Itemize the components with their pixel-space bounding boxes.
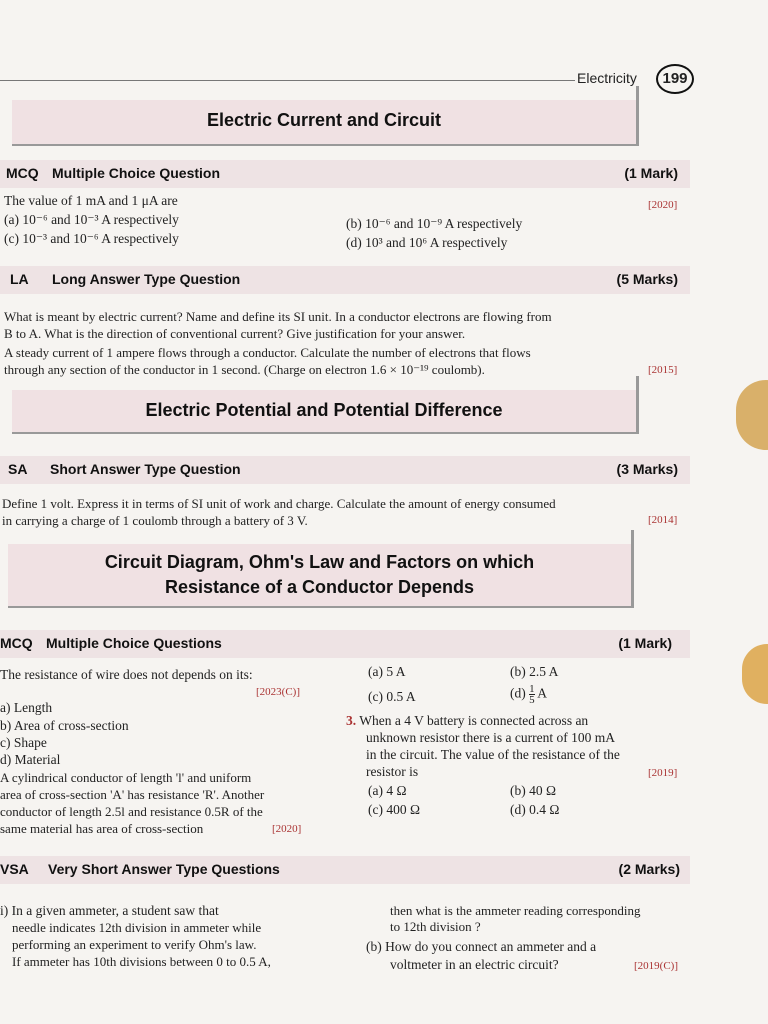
finger xyxy=(742,644,768,704)
question-line: to 12th division ? xyxy=(390,919,481,934)
section-title-line2: Resistance of a Conductor Depends xyxy=(164,577,475,597)
option-b: (b) 40 Ω xyxy=(510,783,557,798)
question-line: voltmeter in an electric circuit? xyxy=(390,957,559,972)
option-d: d) Material xyxy=(0,752,61,767)
section-banner-current xyxy=(12,100,639,146)
section-title: Electric Current and Circuit xyxy=(206,110,442,130)
fraction-denominator: 5 xyxy=(529,694,535,706)
question-line: in the circuit. The value of the resistance of the xyxy=(366,747,620,762)
option-d-label: (d) xyxy=(510,685,526,701)
fraction-numerator: 1 xyxy=(529,683,535,695)
year-tag: [2020] xyxy=(648,199,678,211)
option-d: (d) 10³ and 10⁶ A respectively xyxy=(346,235,508,250)
section-banner-ohms-law xyxy=(8,544,634,608)
section-bar-mcq xyxy=(0,160,690,188)
tag-sa: SA xyxy=(8,461,28,477)
option-b: (b) 10⁻⁶ and 10⁻⁹ A respectively xyxy=(346,216,523,231)
question-line: needle indicates 12th division in ammeter while xyxy=(12,920,262,935)
section-bar-mcq xyxy=(0,630,690,658)
question-line: B to A. What is the direction of conventional current? Give justification for your answer. xyxy=(4,326,466,341)
year-tag: [2014] xyxy=(648,514,678,526)
section-bar-sa xyxy=(0,456,690,484)
question-text: The resistance of wire does not depends on its: xyxy=(0,667,253,682)
option-a: (a) 10⁻⁶ and 10⁻³ A respectively xyxy=(4,212,179,227)
question-line: i) In a given ammeter, a student saw that xyxy=(0,903,219,918)
question-line: What is meant by electric current? Name and define its SI unit. In a conductor electrons are flowing from xyxy=(4,309,552,324)
bar-title: Very Short Answer Type Questions xyxy=(48,861,280,877)
section-bar-la xyxy=(0,266,690,294)
bar-title: Long Answer Type Question xyxy=(52,271,241,287)
question-line: unknown resistor there is a current of 100 mA xyxy=(366,730,615,745)
bar-marks: (1 Mark) xyxy=(618,635,672,651)
question-line: resistor is xyxy=(366,764,419,779)
question-line: through any section of the conductor in 1 second. (Charge on electron 1.6 × 10⁻¹⁹ coulomb). xyxy=(4,362,485,377)
question-line: Define 1 volt. Express it in terms of SI unit of work and charge. Calculate the amount of energy consumed xyxy=(2,496,556,511)
bar-title: Multiple Choice Question xyxy=(52,165,221,181)
fraction xyxy=(529,684,535,705)
year-tag: [2023(C)] xyxy=(256,686,300,698)
question-line: then what is the ammeter reading corresponding xyxy=(390,903,641,918)
question-line: A cylindrical conductor of length 'l' and uniform xyxy=(0,770,252,785)
option-b: b) Area of cross-section xyxy=(0,718,129,733)
question-line: conductor of length 2.5l and resistance 0.5R of the xyxy=(0,804,263,819)
bar-marks: (5 Marks) xyxy=(616,271,678,287)
question-line: same material has area of cross-section xyxy=(0,821,204,836)
question-line: in carrying a charge of 1 coulomb through a battery of 3 V. xyxy=(2,513,308,528)
year-tag: [2019] xyxy=(648,767,678,779)
option-a: (a) 4 Ω xyxy=(368,783,407,798)
section-title-line1: Circuit Diagram, Ohm's Law and Factors on which xyxy=(104,552,535,572)
option-a: (a) 5 A xyxy=(368,664,406,679)
question-text: The value of 1 mA and 1 μA are xyxy=(4,193,178,208)
tag-vsa: VSA xyxy=(0,861,29,877)
year-tag: [2015] xyxy=(648,364,678,376)
question-number: 3. xyxy=(346,713,357,728)
header-rule xyxy=(0,80,575,81)
option-d: (d) 0.4 Ω xyxy=(510,802,560,817)
option-d xyxy=(510,684,547,705)
chapter-name: Electricity xyxy=(577,70,637,86)
section-bar-vsa xyxy=(0,856,690,884)
section-title: Electric Potential and Potential Difference xyxy=(145,400,503,420)
question-line: If ammeter has 10th divisions between 0 to 0.5 A, xyxy=(12,954,271,969)
question-line: A steady current of 1 ampere flows through a conductor. Calculate the number of electrons that flows xyxy=(4,345,531,360)
option-a: a) Length xyxy=(0,700,53,715)
question-text: When a 4 V battery is connected across an xyxy=(359,713,589,728)
bar-title: Short Answer Type Question xyxy=(50,461,241,477)
tag-la: LA xyxy=(10,271,29,287)
bar-marks: (3 Marks) xyxy=(616,461,678,477)
page-number: 199 xyxy=(656,64,694,94)
option-c: (c) 0.5 A xyxy=(368,689,416,704)
year-tag: [2019(C)] xyxy=(634,960,678,972)
question-line: area of cross-section 'A' has resistance 'R'. Another xyxy=(0,787,265,802)
finger xyxy=(736,380,768,450)
tag-mcq: MCQ xyxy=(0,635,33,651)
option-c: (c) 10⁻³ and 10⁻⁶ A respectively xyxy=(4,231,179,246)
question-line: performing an experiment to verify Ohm's law. xyxy=(12,937,257,952)
option-c: c) Shape xyxy=(0,735,47,750)
bar-marks: (2 Marks) xyxy=(618,861,680,877)
option-d-unit: A xyxy=(537,685,548,701)
bar-marks: (1 Mark) xyxy=(624,165,678,181)
bar-title: Multiple Choice Questions xyxy=(46,635,222,651)
section-banner-potential xyxy=(12,390,639,434)
option-c: (c) 400 Ω xyxy=(368,802,421,817)
tag-mcq: MCQ xyxy=(6,165,39,181)
question-line xyxy=(346,712,588,729)
option-b: (b) 2.5 A xyxy=(510,664,559,679)
year-tag: [2020] xyxy=(272,823,302,835)
question-line: (b) How do you connect an ammeter and a xyxy=(366,939,597,954)
